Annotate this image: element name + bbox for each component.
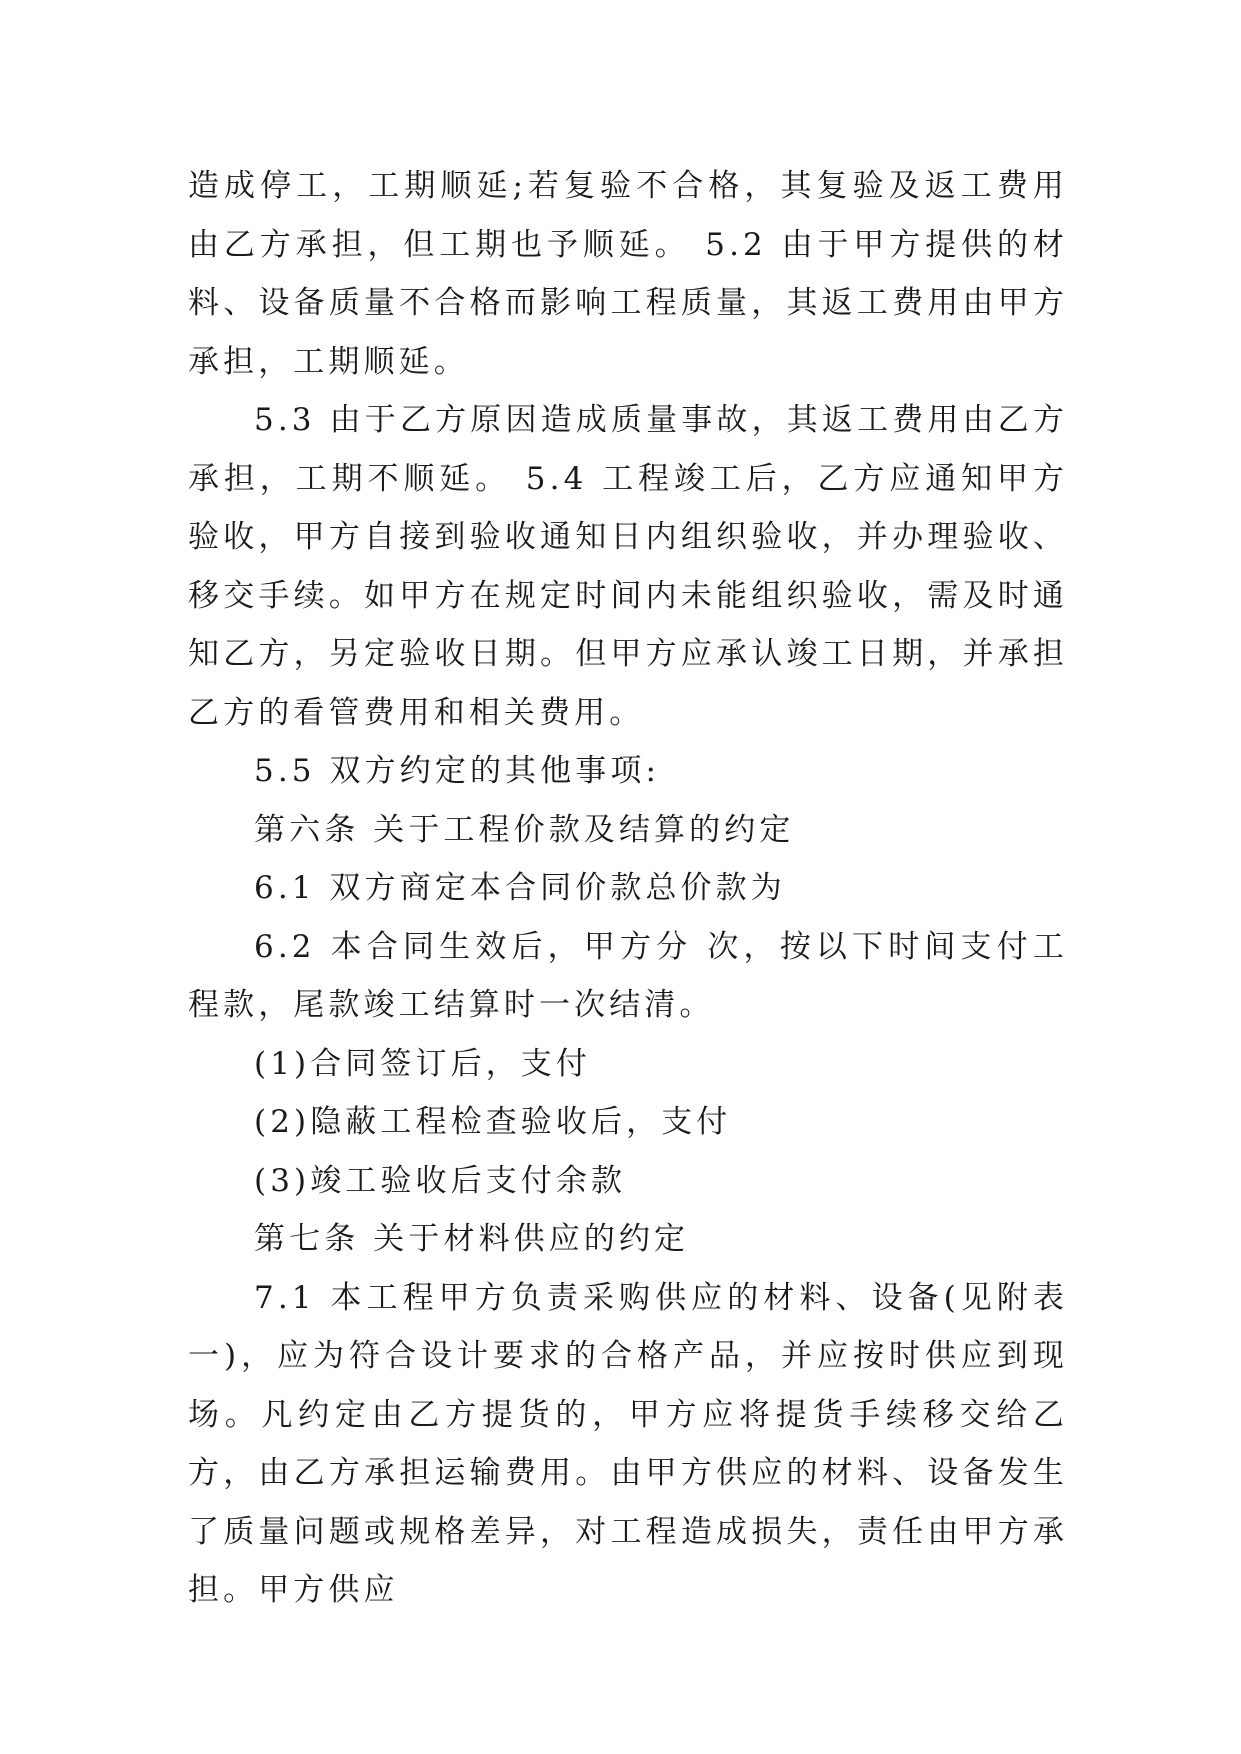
payment-item-1: (1)合同签订后，支付 [254, 1045, 592, 1082]
paragraph-continuation: 造成停工，工期顺延;若复验不合格，其复验及返工费用由乙方承担，但工期也予顺延。 5.2 由于甲方提供的材料、设备质量不合格而影响工程质量，其返工费用由甲方承担，工期顺延。 [188, 168, 1068, 380]
document-body [188, 157, 1068, 1620]
paragraph-clause-5-3: 5.3 由于乙方原因造成质量事故，其返工费用由乙方承担，工期不顺延。 5.4 工程竣工后，乙方应通知甲方验收，甲方自接到验收通知日内组织验收，并办理验收、移交手续。如甲方在规定时间内未能组织验收，需及时通知乙方，另定验收日期。但甲方应承认竣工日期，并承担乙方的看管费用和相关费用。 [188, 402, 1068, 731]
paragraph-clause-6-2: 6.2 本合同生效后，甲方分 次，按以下时间支付工程款，尾款竣工结算时一次结清。 [188, 928, 1068, 1023]
payment-item-2: (2)隐蔽工程检查验收后，支付 [254, 1104, 732, 1140]
paragraph-clause-7-1: 7.1 本工程甲方负责采购供应的材料、设备(见附表一)，应为符合设计要求的合格产品，并应按时供应到现场。凡约定由乙方提货的，甲方应将提货手续移交给乙方，由乙方承担运输费用。由甲方供应的材料、设备发生了质量问题或规格差异，对工程造成损失，责任由甲方承担。甲方供应 [188, 1279, 1068, 1608]
article-7-heading: 第七条 关于材料供应的约定 [254, 1221, 690, 1257]
article-6-heading: 第六条 关于工程价款及结算的约定 [254, 811, 795, 848]
paragraph-clause-6-1: 6.1 双方商定本合同价款总价款为 [254, 870, 786, 906]
paragraph-clause-5-5: 5.5 双方约定的其他事项: [254, 753, 660, 789]
payment-item-3: (3)竣工验收后支付余款 [254, 1162, 627, 1199]
